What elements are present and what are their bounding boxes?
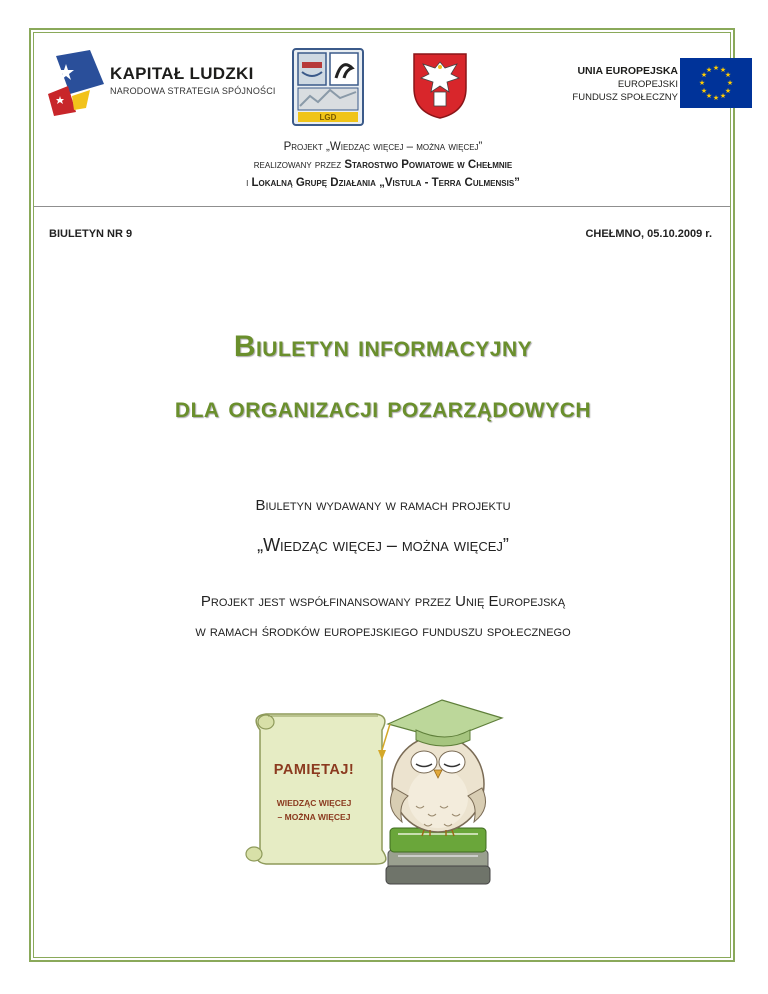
project-line-2 — [34, 156, 732, 174]
subtitle-line-1: Biuletyn wydawany w ramach projektu — [255, 497, 511, 514]
project-line-1-prefix: Projekt — [283, 141, 327, 153]
svg-text:★: ★ — [705, 92, 713, 100]
subtitle-line-3: Projekt jest współfinansowany przez Unię Europejską — [200, 593, 566, 610]
scroll-heading: PAMIĘTAJ! — [273, 762, 355, 778]
place-date: CHEŁMNO, 05.10.2009 r. — [585, 228, 712, 240]
eu-line1: UNIA EUROPEJSKA — [577, 65, 678, 77]
svg-text:★: ★ — [724, 71, 732, 79]
kapital-ludzki-title: KAPITAŁ LUDZKI — [110, 64, 254, 83]
project-info — [34, 138, 732, 192]
eu-flag-icon — [680, 58, 752, 108]
eu-line3: FUNDUSZ SPOŁECZNY — [572, 92, 678, 103]
project-line-2-prefix: realizowany przez — [253, 159, 345, 171]
svg-text:★: ★ — [719, 92, 727, 100]
svg-text:★: ★ — [719, 66, 727, 74]
subtitle-line-4: w ramach środków europejskiego funduszu społecznego — [195, 623, 571, 640]
svg-text:★: ★ — [700, 71, 708, 79]
project-organizer-1: Starostwo Powiatowe w Chełmnie — [344, 159, 513, 171]
scroll-motto-line-2: – MOŻNA WIĘCEJ — [277, 812, 351, 822]
svg-text:★: ★ — [712, 94, 720, 102]
subtitle-line-2: „Wiedząc więcej – można więcej” — [257, 535, 509, 555]
kapital-ludzki-subtitle: NARODOWA STRATEGIA SPÓJNOŚCI — [110, 86, 276, 96]
lgd-seal-label: LGD — [319, 113, 337, 122]
svg-text:★: ★ — [700, 87, 708, 95]
project-name: „Wiedząc więcej – można więcej” — [326, 141, 483, 153]
scroll-motto-line-1: WIEDZĄC WIĘCEJ — [276, 798, 352, 808]
svg-text:★: ★ — [698, 79, 706, 87]
svg-text:★: ★ — [726, 79, 734, 87]
owl-scroll-illustration — [238, 678, 518, 898]
project-line-3 — [34, 174, 732, 192]
eu-text-block — [510, 65, 678, 104]
main-title-line-1: Biuletyn informacyjny — [233, 330, 533, 363]
eu-line2: EUROPEJSKI — [617, 79, 678, 90]
svg-text:★: ★ — [724, 87, 732, 95]
coat-of-arms-logo — [412, 52, 468, 120]
header-separator-top — [34, 206, 730, 207]
lgd-seal-logo — [292, 48, 364, 126]
kapital-ludzki-logo — [46, 50, 108, 120]
svg-text:★: ★ — [705, 66, 713, 74]
main-title-line-2: dla organizacji pozarządowych — [174, 391, 592, 424]
svg-text:★: ★ — [712, 64, 720, 72]
logos-header — [40, 42, 734, 128]
project-organizer-2: Lokalną Grupę Działania „Vistula - Terra Culmensis” — [251, 177, 520, 189]
books-icon — [386, 828, 490, 884]
kapital-ludzki-text — [110, 64, 276, 96]
scroll-icon — [246, 714, 386, 864]
owl-icon — [378, 700, 502, 836]
bulletin-number: BIULETYN NR 9 — [49, 228, 133, 240]
project-line-1 — [34, 138, 732, 156]
project-line-3-prefix: i — [246, 177, 252, 189]
scroll-motto — [258, 796, 370, 824]
